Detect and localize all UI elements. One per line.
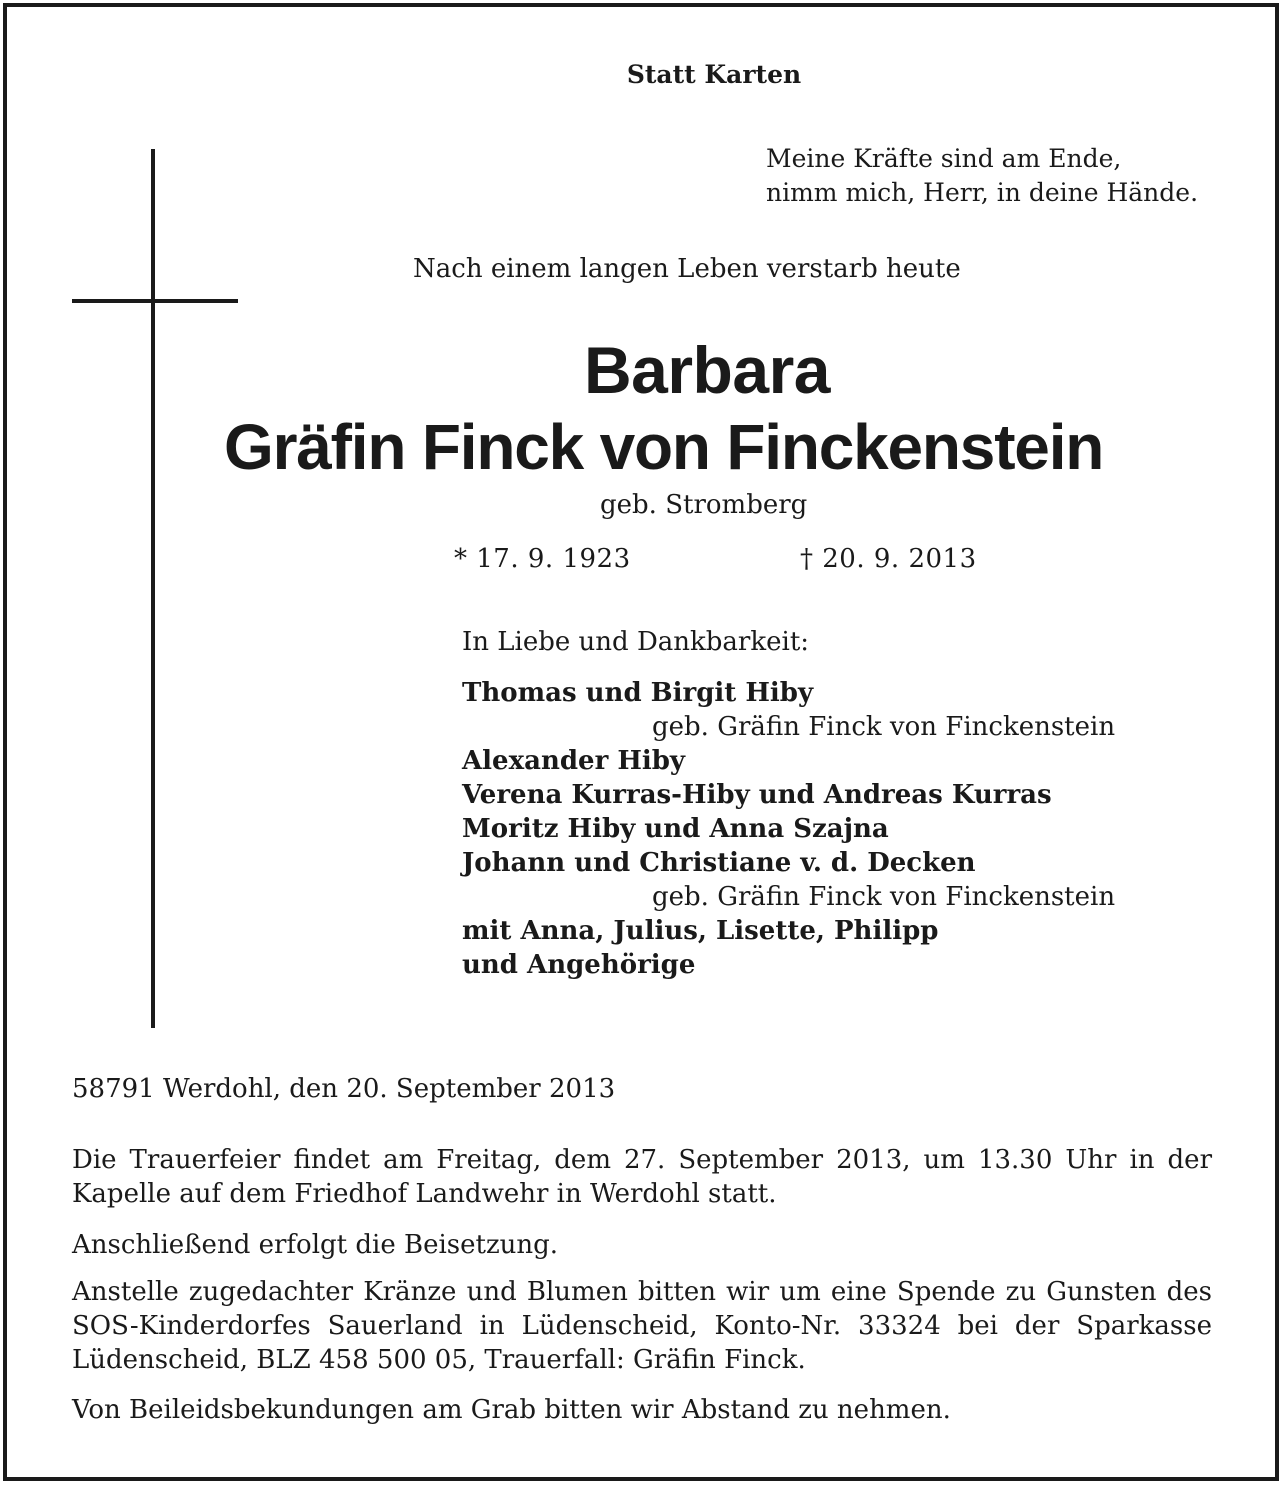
intro-text: Nach einem langen Leben verstarb heute xyxy=(413,254,961,284)
mourner-name-line: Thomas und Birgit Hiby xyxy=(462,678,814,708)
deceased-first-name: Barbara xyxy=(584,333,830,407)
mourner-name-line: mit Anna, Julius, Lisette, Philipp xyxy=(462,916,939,946)
mourner-maiden-line: geb. Gräfin Finck von Finckenstein xyxy=(652,712,1116,742)
mourner-maiden-line: geb. Gräfin Finck von Finckenstein xyxy=(652,882,1116,912)
place-date: 58791 Werdohl, den 20. September 2013 xyxy=(72,1074,616,1104)
mourners-intro: In Liebe und Dankbarkeit: xyxy=(462,627,810,657)
condolences-notice: Von Beileidsbekundungen am Grab bitten wir Abstand zu nehmen. xyxy=(72,1395,951,1425)
statt-karten-heading: Statt Karten xyxy=(626,60,802,89)
deceased-full-name: Gräfin Finck von Finckenstein xyxy=(224,411,1104,483)
mourner-name-line: Alexander Hiby xyxy=(462,746,686,776)
mourner-name-line: Moritz Hiby und Anna Szajna xyxy=(462,814,889,844)
cross-icon-vertical xyxy=(151,149,155,1028)
motto-line-2: nimm mich, Herr, in deine Hände. xyxy=(766,178,1199,207)
mourner-name-line: Verena Kurras-Hiby und Andreas Kurras xyxy=(462,780,1052,810)
cross-icon-horizontal xyxy=(72,299,238,303)
motto-line-1: Meine Kräfte sind am Ende, xyxy=(766,144,1122,173)
maiden-name: geb. Stromberg xyxy=(600,490,808,520)
funeral-notice: Die Trauerfeier findet am Freitag, dem 27. September 2013, um 13.30 Uhr in der Kapelle auf dem Friedhof Landwehr in Werdohl statt. xyxy=(72,1145,1212,1209)
mourners-list xyxy=(462,676,1222,982)
death-date: † 20. 9. 2013 xyxy=(800,544,977,574)
birth-date: * 17. 9. 1923 xyxy=(454,544,631,574)
mourner-name-line: Johann und Christiane v. d. Decken xyxy=(462,848,976,878)
motto-verse xyxy=(766,142,1198,210)
mourner-name-line: und Angehörige xyxy=(462,950,696,980)
donation-notice: Anstelle zugedachter Kränze und Blumen bitten wir um eine Spende zu Gunsten des SOS-Kinderdorfes Sauerland in Lüdenscheid, Konto-Nr. 33324 bei der Sparkasse Lüdenscheid, BLZ 458 500 05, Trauerfall: Gräfin Finck. xyxy=(72,1277,1212,1375)
burial-notice: Anschließend erfolgt die Beisetzung. xyxy=(72,1230,559,1260)
